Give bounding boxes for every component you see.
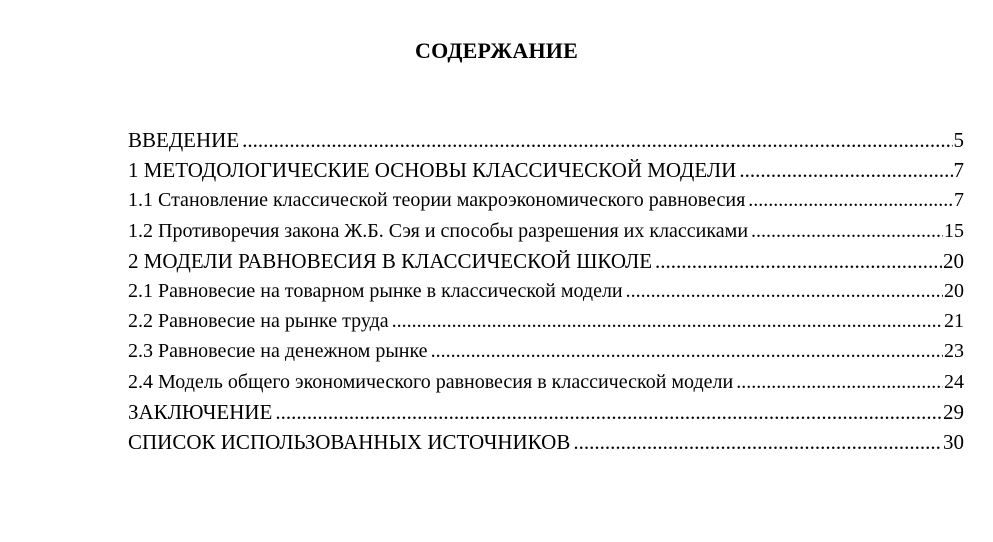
toc-entry xyxy=(128,306,964,336)
toc-entry xyxy=(128,216,964,246)
toc-entry xyxy=(128,155,964,185)
toc-entry-text: ВВЕДЕНИЕ xyxy=(128,128,240,152)
toc-entry-text: 2.4 Модель общего экономического равновесия в классической модели xyxy=(128,370,734,393)
toc-page-number: 24 xyxy=(944,370,964,393)
toc-leader-dots xyxy=(739,155,952,185)
toc-leader-dots xyxy=(736,367,943,397)
toc-leader-dots xyxy=(655,246,942,276)
toc-entry-text: 2.1 Равновесие на товарном рынке в классической модели xyxy=(128,279,623,302)
toc-entry-text: 1.2 Противоречия закона Ж.Б. Сэя и способы разрешения их классиками xyxy=(128,219,749,242)
toc-entry-text: 1 МЕТОДОЛОГИЧЕСКИЕ ОСНОВЫ КЛАССИЧЕСКОЙ МОДЕЛИ xyxy=(128,158,737,183)
toc-page-number: 20 xyxy=(944,279,964,302)
toc-entry xyxy=(128,427,964,457)
toc-page-number: 23 xyxy=(944,340,964,363)
toc-leader-dots xyxy=(242,125,952,155)
toc-entry-text: 1.1 Становление классической теории макроэкономического равновесия xyxy=(128,189,746,212)
toc-entry xyxy=(128,125,964,155)
toc-leader-dots xyxy=(392,306,943,336)
toc-page-number: 5 xyxy=(953,128,964,152)
toc-entry-text: 2.3 Равновесие на денежном рынке xyxy=(128,340,428,363)
table-of-contents xyxy=(128,125,964,457)
toc-page-number: 7 xyxy=(953,158,964,183)
toc-leader-dots xyxy=(748,185,953,215)
toc-leader-dots xyxy=(573,427,942,457)
toc-leader-dots xyxy=(626,276,943,306)
toc-entry-text: 2 МОДЕЛИ РАВНОВЕСИЯ В КЛАССИЧЕСКОЙ ШКОЛЕ xyxy=(128,248,653,273)
toc-entry xyxy=(128,367,964,397)
toc-entry xyxy=(128,276,964,306)
toc-leader-dots xyxy=(275,397,942,427)
toc-page-number: 7 xyxy=(954,189,964,212)
toc-entry-text: 2.2 Равновесие на рынке труда xyxy=(128,310,389,333)
toc-page-number: 21 xyxy=(944,310,964,333)
page-title: СОДЕРЖАНИЕ xyxy=(415,38,578,63)
toc-entry xyxy=(128,336,964,366)
toc-leader-dots xyxy=(431,336,943,366)
toc-leader-dots xyxy=(751,216,943,246)
toc-page-number: 20 xyxy=(943,248,964,273)
toc-entry xyxy=(128,246,964,276)
toc-entry xyxy=(128,185,964,215)
toc-page-number: 30 xyxy=(943,429,964,454)
toc-entry-text: ЗАКЛЮЧЕНИЕ xyxy=(128,399,273,424)
toc-page-number: 29 xyxy=(943,399,964,424)
toc-entry xyxy=(128,397,964,427)
toc-entry-text: СПИСОК ИСПОЛЬЗОВАННЫХ ИСТОЧНИКОВ xyxy=(128,429,571,454)
toc-page-number: 15 xyxy=(944,219,964,242)
